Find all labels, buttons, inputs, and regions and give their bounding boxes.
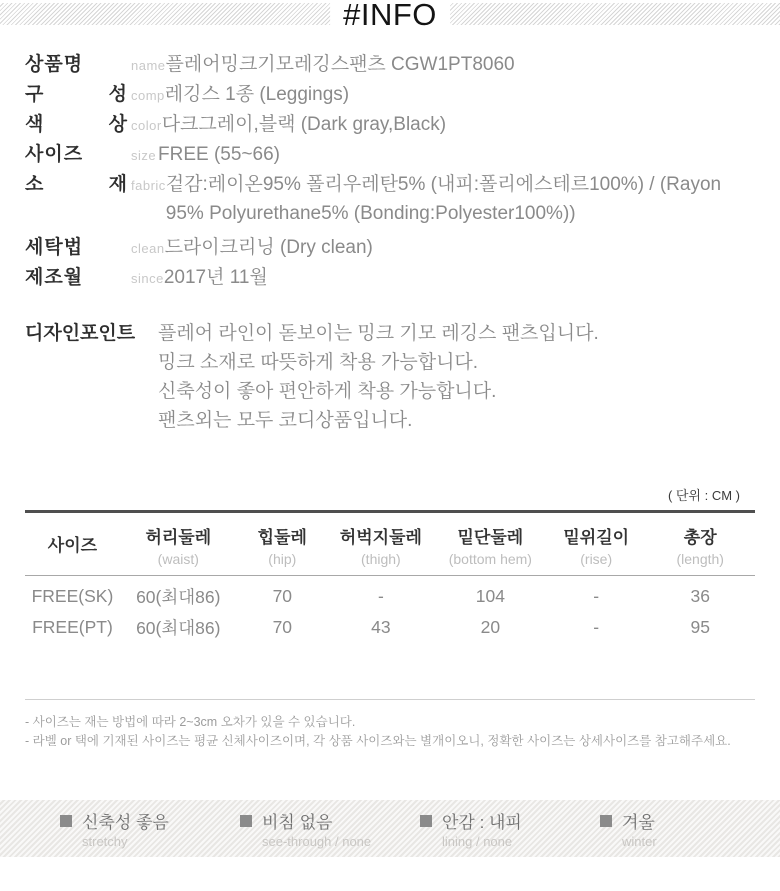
design-point-line: 밍크 소재로 따뜻하게 착용 가능합니다. xyxy=(158,352,479,373)
size-notes xyxy=(25,713,755,750)
design-point-line: 팬츠외는 모두 코디상품입니다. xyxy=(158,410,413,431)
table-row-free-pt xyxy=(25,612,755,643)
cell-size: FREE(PT) xyxy=(32,617,113,637)
col-header-en: (waist) xyxy=(157,551,199,567)
note-line: - 사이즈는 재는 방법에 따라 2~3cm 오차가 있을 수 있습니다. xyxy=(25,715,356,729)
col-header-en: (length) xyxy=(676,551,724,567)
col-header-en: (bottom hem) xyxy=(448,551,532,567)
cell-bottom-hem: 104 xyxy=(475,586,505,606)
size-table-header xyxy=(25,512,755,576)
square-bullet-icon xyxy=(240,815,252,827)
info-label xyxy=(25,140,158,170)
design-point-label-wrap xyxy=(25,319,158,348)
label-ko: 상품명 xyxy=(25,54,84,75)
cell-length: 36 xyxy=(690,586,710,606)
size-spec-table xyxy=(25,510,755,643)
col-bottom-hem xyxy=(434,512,547,576)
badge-label-en: see-through / none xyxy=(262,834,372,849)
info-label xyxy=(25,110,162,140)
square-bullet-icon xyxy=(60,815,72,827)
label-en: color xyxy=(131,118,162,133)
label-en: size xyxy=(131,148,157,163)
design-point-line: 신축성이 좋아 편안하게 착용 가능합니다. xyxy=(158,381,497,402)
label-en: since xyxy=(131,271,164,286)
info-row-name xyxy=(25,50,755,80)
col-rise xyxy=(547,512,646,576)
badge-label-en: lining / none xyxy=(442,834,513,849)
badge-top xyxy=(60,808,240,833)
badge-label-ko: 비침 없음 xyxy=(262,813,333,832)
info-label xyxy=(25,80,165,110)
cell-rise: - xyxy=(593,617,600,637)
info-value: FREE (55~66) xyxy=(158,144,280,165)
info-header xyxy=(0,0,780,38)
info-value: 레깅스 1종 (Leggings) xyxy=(164,84,350,105)
cell-waist: 60(최대86) xyxy=(136,587,221,607)
col-hip xyxy=(237,512,328,576)
cell-length: 95 xyxy=(690,617,710,637)
col-header-en: (hip) xyxy=(268,551,297,567)
cell-bottom-hem: 20 xyxy=(480,617,501,637)
info-row-comp xyxy=(25,80,755,110)
cell-rise: - xyxy=(593,586,600,606)
cell-thigh: - xyxy=(377,586,384,606)
label-en: clean xyxy=(131,241,165,256)
cell-size: FREE(SK) xyxy=(31,586,114,606)
col-header-ko: 허벅지둘레 xyxy=(339,528,422,547)
square-bullet-icon xyxy=(420,815,432,827)
badge-season xyxy=(600,808,780,849)
info-value: 겉감:레이온95% 폴리우레탄5% (내피:폴리에스테르100%) / (Rayon 95% Polyurethane5% (Bonding:Polyester100%)) xyxy=(165,174,722,224)
size-unit-note: ( 단위 : CM ) xyxy=(667,488,740,503)
table-row-free-sk xyxy=(25,576,755,613)
notes-divider xyxy=(25,699,755,700)
col-header-ko: 밑위길이 xyxy=(563,528,630,547)
label-ko: 제조월 xyxy=(25,267,84,288)
badge-label-en: stretchy xyxy=(82,834,128,849)
square-bullet-icon xyxy=(600,815,612,827)
col-header-ko: 사이즈 xyxy=(47,536,98,555)
col-thigh xyxy=(328,512,434,576)
badge-label-ko: 안감 : 내피 xyxy=(442,813,522,832)
cell-waist: 60(최대86) xyxy=(136,618,221,638)
col-size xyxy=(25,512,120,576)
badge-label-en: winter xyxy=(622,834,657,849)
badge-label-ko: 신축성 좋음 xyxy=(82,813,169,832)
design-point-label: 디자인포인트 xyxy=(25,323,136,344)
info-label xyxy=(25,263,164,293)
info-label xyxy=(25,233,165,263)
col-header-en: (rise) xyxy=(580,551,613,567)
col-header-ko: 밑단둘레 xyxy=(457,528,524,547)
col-header-ko: 총장 xyxy=(683,528,717,547)
col-waist xyxy=(120,512,237,576)
badge-top xyxy=(420,808,600,833)
info-row-clean xyxy=(25,233,755,263)
label-en: fabric xyxy=(131,178,166,193)
cell-thigh: 43 xyxy=(371,617,391,637)
info-row-fabric xyxy=(25,170,755,228)
info-value: 플레어밍크기모레깅스팬츠 CGW1PT8060 xyxy=(165,54,515,75)
cell-hip: 70 xyxy=(272,617,293,637)
label-en: comp xyxy=(131,88,165,103)
label-ko: 구 성 xyxy=(25,84,128,105)
info-row-since xyxy=(25,263,755,293)
col-header-ko: 힙둘레 xyxy=(257,528,307,547)
col-header-ko: 허리둘레 xyxy=(145,528,212,547)
page-title: #INFO xyxy=(330,0,450,34)
design-point-line: 플레어 라인이 돋보이는 밍크 기모 레깅스 팬츠입니다. xyxy=(158,323,599,344)
badge-stretch xyxy=(60,808,240,849)
info-label xyxy=(25,50,166,80)
info-row-size xyxy=(25,140,755,170)
attribute-band xyxy=(0,800,780,857)
cell-hip: 70 xyxy=(272,586,293,606)
label-ko: 색 상 xyxy=(25,114,128,135)
badge-top xyxy=(600,808,780,833)
info-row-color xyxy=(25,110,755,140)
label-ko: 사이즈 xyxy=(25,144,84,165)
info-label xyxy=(25,170,166,200)
product-info-list xyxy=(25,50,755,435)
info-value: 다크그레이,블랙 (Dark gray,Black) xyxy=(161,114,447,135)
label-en: name xyxy=(131,58,166,73)
badge-lining xyxy=(420,808,600,849)
design-point-lines xyxy=(158,319,755,435)
label-ko: 세탁법 xyxy=(25,237,84,258)
design-point-row xyxy=(25,319,755,435)
info-value: 드라이크리닝 (Dry clean) xyxy=(164,237,373,258)
badge-label-ko: 겨울 xyxy=(622,813,655,832)
info-value: 2017년 11월 xyxy=(163,267,268,288)
label-ko: 소 재 xyxy=(25,174,128,195)
badge-see-through xyxy=(240,808,420,849)
col-header-en: (thigh) xyxy=(361,551,401,567)
note-line: - 라벨 or 택에 기재된 사이즈는 평균 신체사이즈이며, 각 상품 사이즈와는 별개이오니, 정확한 사이즈는 상세사이즈를 참고해주세요. xyxy=(25,733,731,748)
col-length xyxy=(645,512,755,576)
badge-top xyxy=(240,808,420,833)
